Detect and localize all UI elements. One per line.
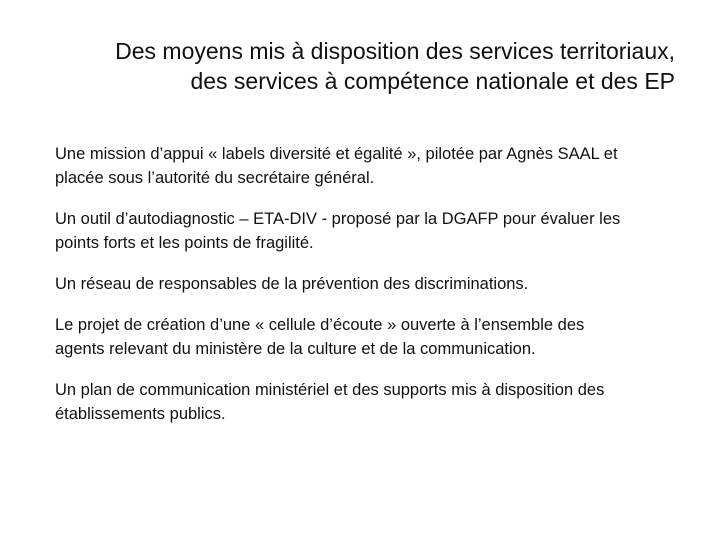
paragraph-plan-communication — [55, 378, 680, 426]
slide-title-line-2: des services à compétence nationale et des EP — [190, 68, 675, 94]
slide-title — [40, 36, 675, 96]
paragraph-line: Un plan de communication ministériel et des supports mis à disposition des — [55, 381, 605, 399]
paragraph-mission-appui — [55, 142, 680, 190]
slide-body — [55, 142, 680, 443]
paragraph-reseau-responsables — [55, 272, 680, 296]
paragraph-outil-autodiagnostic — [55, 207, 680, 255]
paragraph-cellule-ecoute — [55, 313, 680, 361]
paragraph-line: Une mission d’appui « labels diversité et égalité », pilotée par Agnès SAAL et — [55, 145, 618, 163]
slide-title-line-1: Des moyens mis à disposition des services territoriaux, — [115, 38, 675, 64]
paragraph-line: Un outil d’autodiagnostic – ETA-DIV - proposé par la DGAFP pour évaluer les — [55, 210, 621, 228]
paragraph-line: établissements publics. — [55, 405, 226, 423]
paragraph-line: agents relevant du ministère de la culture et de la communication. — [55, 340, 536, 358]
paragraph-line: Le projet de création d’une « cellule d’écoute » ouverte à l’ensemble des — [55, 316, 585, 334]
paragraph-line: Un réseau de responsables de la prévention des discriminations. — [55, 275, 529, 293]
paragraph-line: placée sous l’autorité du secrétaire général. — [55, 169, 375, 187]
paragraph-line: points forts et les points de fragilité. — [55, 234, 314, 252]
